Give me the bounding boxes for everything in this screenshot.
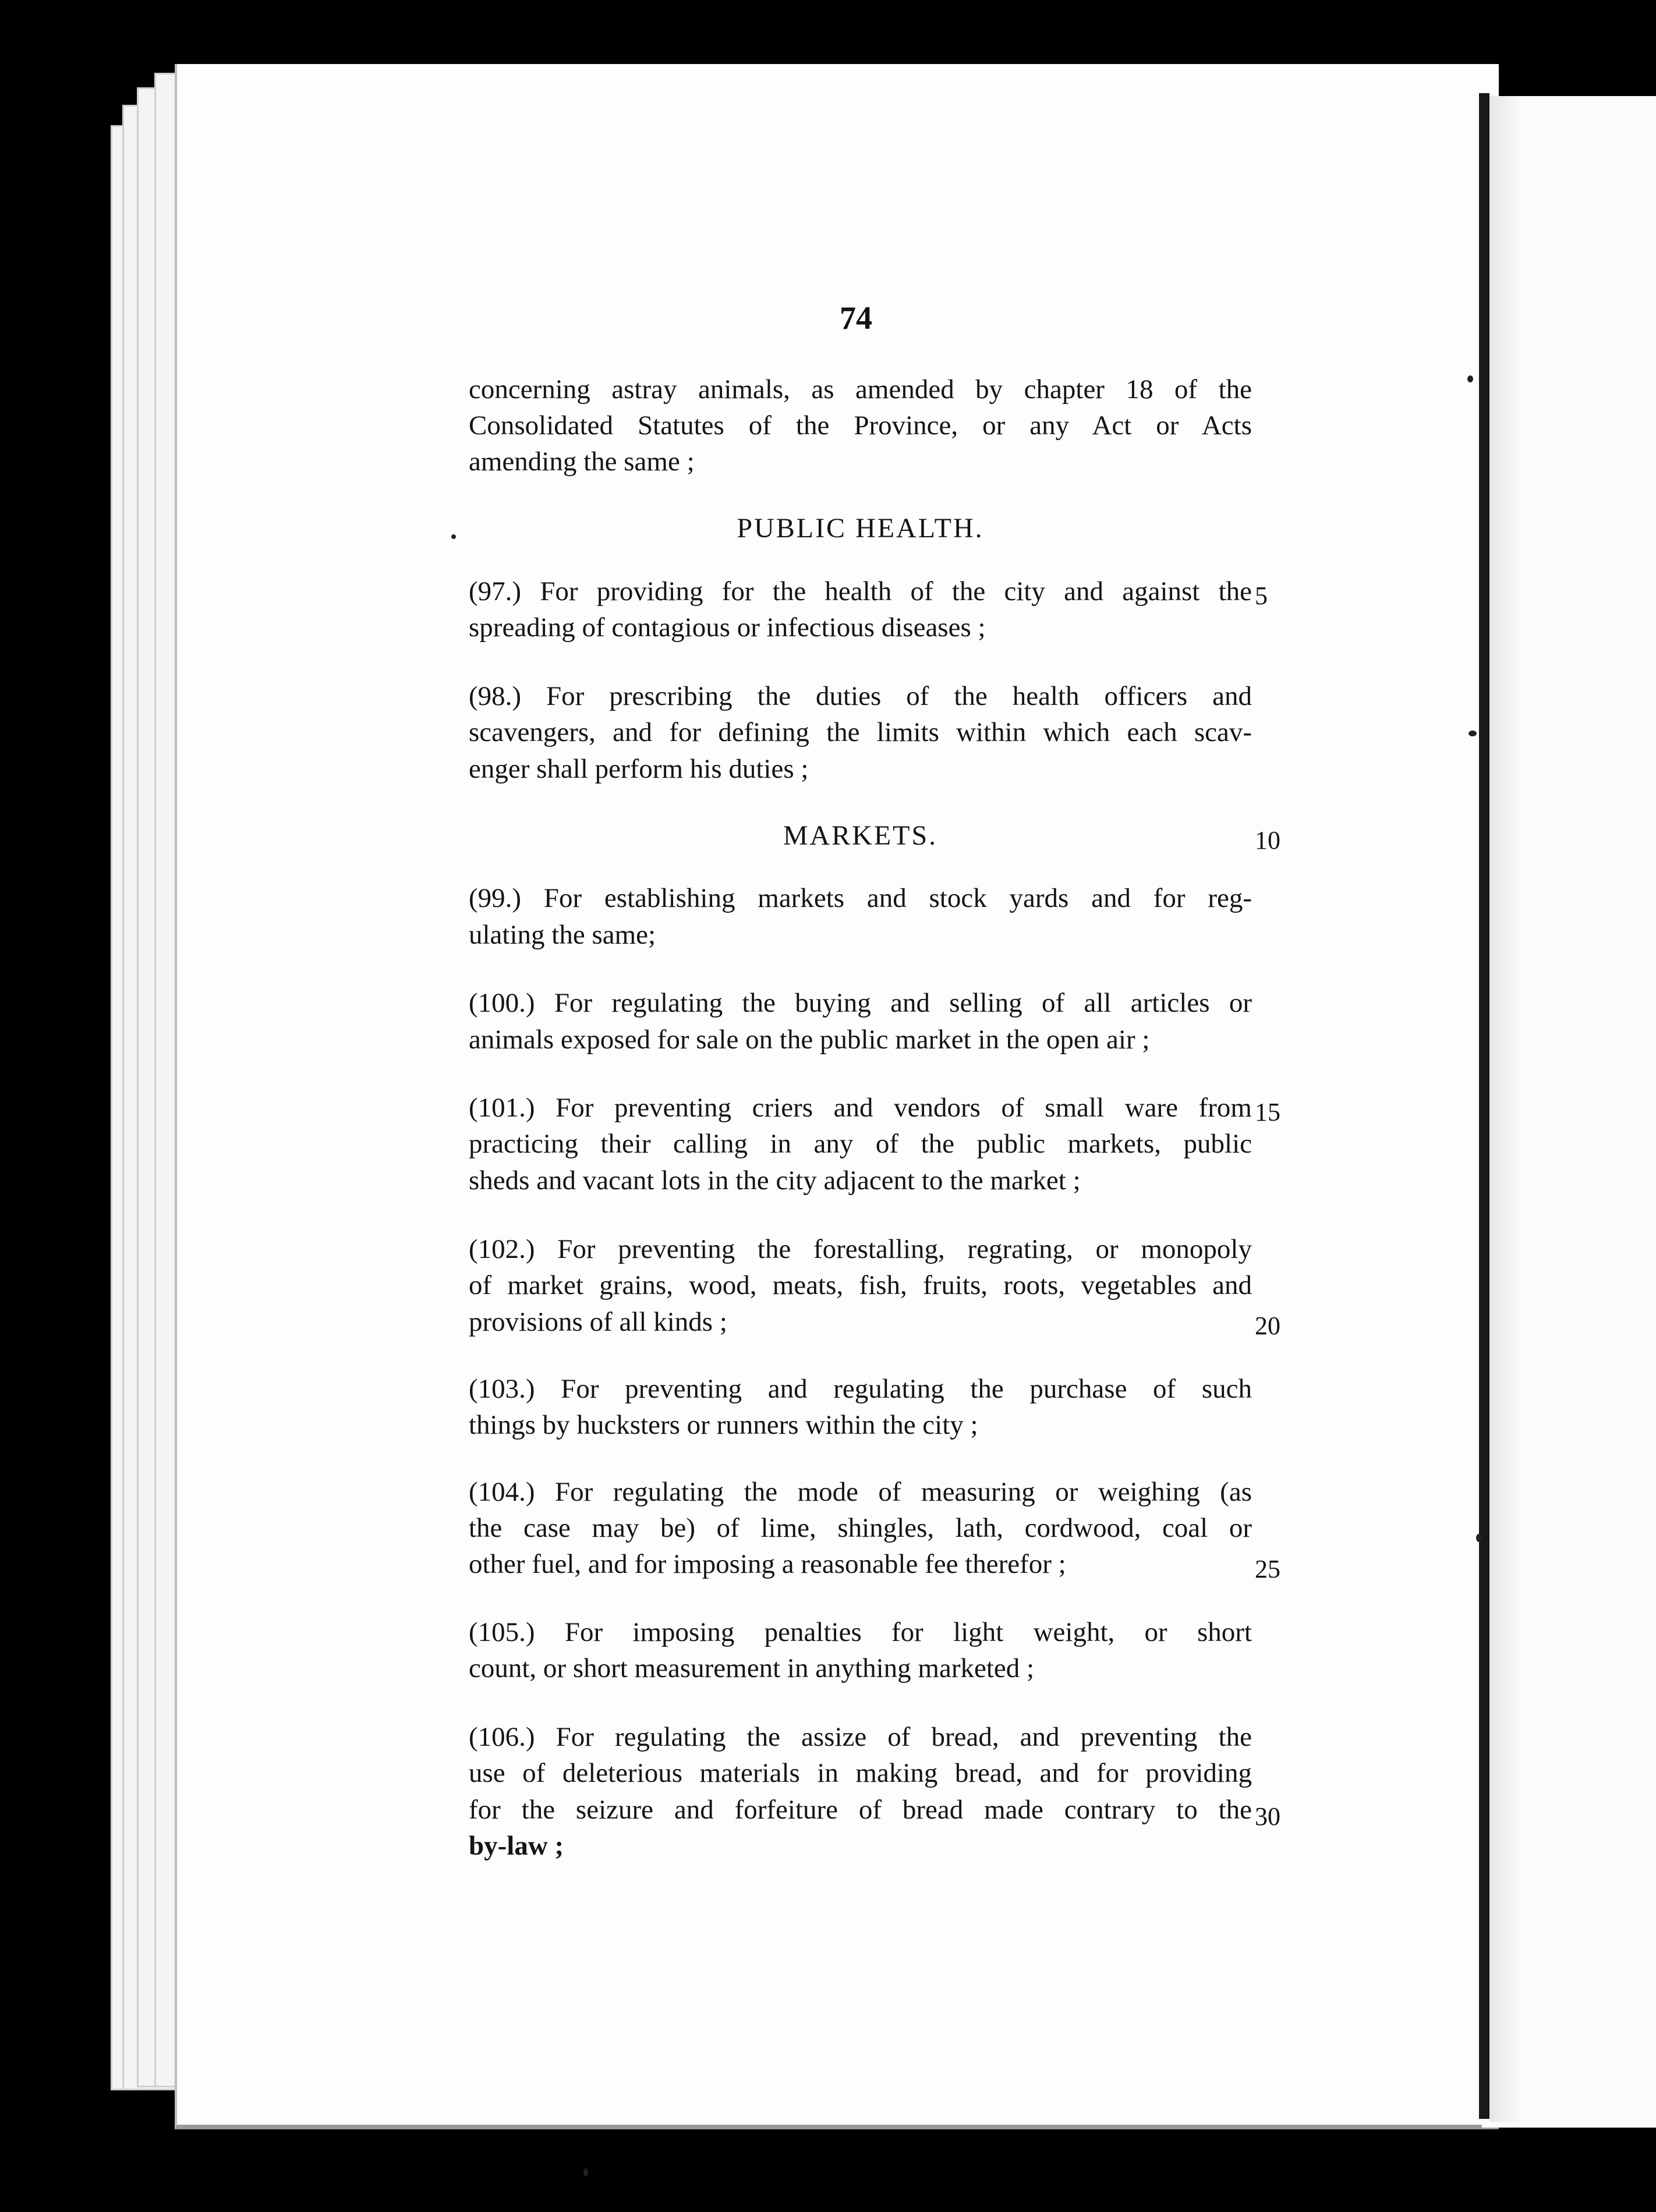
line-number: 20: [1255, 1311, 1280, 1340]
page-number: 74: [840, 300, 872, 336]
text-line: ulating the same;: [469, 920, 656, 950]
text-line: scavengers, and for defining the limits within which each scav-: [469, 717, 1252, 747]
text-line: provisions of all kinds ;: [469, 1307, 727, 1337]
text-line: (98.) For prescribing the duties of the health officers and: [469, 681, 1252, 711]
scan-speck: [1476, 1534, 1482, 1542]
text-line: count, or short measurement in anything marketed ;: [469, 1653, 1035, 1683]
scan-speck: [1469, 731, 1477, 736]
text-line: by-law ;: [469, 1831, 564, 1861]
text-line: use of deleterious materials in making bread, and for providing: [469, 1758, 1252, 1788]
text-line: (104.) For regulating the mode of measuring or weighing (as: [469, 1477, 1252, 1507]
text-line: (100.) For regulating the buying and selling of all articles or: [469, 988, 1252, 1018]
text-line: (103.) For preventing and regulating the purchase of such: [469, 1374, 1252, 1404]
scan-speck: [451, 534, 456, 539]
text-line: (101.) For preventing criers and vendors of small ware from: [469, 1093, 1252, 1123]
text-line: the case may be) of lime, shingles, lath, cordwood, coal or: [469, 1513, 1252, 1543]
text-line: (97.) For providing for the health of the city and against the: [469, 576, 1252, 607]
text-line: Consolidated Statutes of the Province, or any Act or Acts: [469, 410, 1252, 441]
line-number: 30: [1255, 1802, 1280, 1831]
section-heading-markets: MARKETS.: [783, 820, 938, 851]
text-line: sheds and vacant lots in the city adjacent to the market ;: [469, 1165, 1081, 1196]
text-line: animals exposed for sale on the public market in the open air ;: [469, 1025, 1150, 1055]
text-line: for the seizure and forfeiture of bread made contrary to the: [469, 1795, 1252, 1825]
text-line: (99.) For establishing markets and stock yards and for reg-: [469, 883, 1252, 913]
line-number: 5: [1255, 582, 1268, 610]
text-line: (102.) For preventing the forestalling, regrating, or monopoly: [469, 1234, 1252, 1264]
line-number: 15: [1255, 1098, 1280, 1126]
gutter-shade: [1489, 96, 1524, 2122]
text-line: practicing their calling in any of the public markets, public: [469, 1129, 1252, 1159]
scan-speck: [583, 2168, 588, 2176]
text-line: things by hucksters or runners within the city ;: [469, 1410, 978, 1440]
text-line: (106.) For regulating the assize of bread, and preventing the: [469, 1722, 1252, 1752]
text-line: of market grains, wood, meats, fish, fruits, roots, vegetables and: [469, 1270, 1252, 1300]
line-number: 10: [1255, 826, 1280, 855]
text-line: amending the same ;: [469, 446, 695, 477]
text-line: (105.) For imposing penalties for light weight, or short: [469, 1617, 1252, 1647]
page-gutter: [1479, 93, 1489, 2119]
text-line: concerning astray animals, as amended by chapter 18 of the: [469, 374, 1252, 405]
line-number: 25: [1255, 1555, 1280, 1583]
section-heading-public-health: PUBLIC HEALTH.: [737, 513, 984, 544]
text-line: other fuel, and for imposing a reasonable fee therefor ;: [469, 1549, 1066, 1579]
text-line: enger shall perform his duties ;: [469, 754, 809, 784]
scan-speck: [1467, 375, 1473, 382]
text-line: spreading of contagious or infectious diseases ;: [469, 612, 986, 643]
